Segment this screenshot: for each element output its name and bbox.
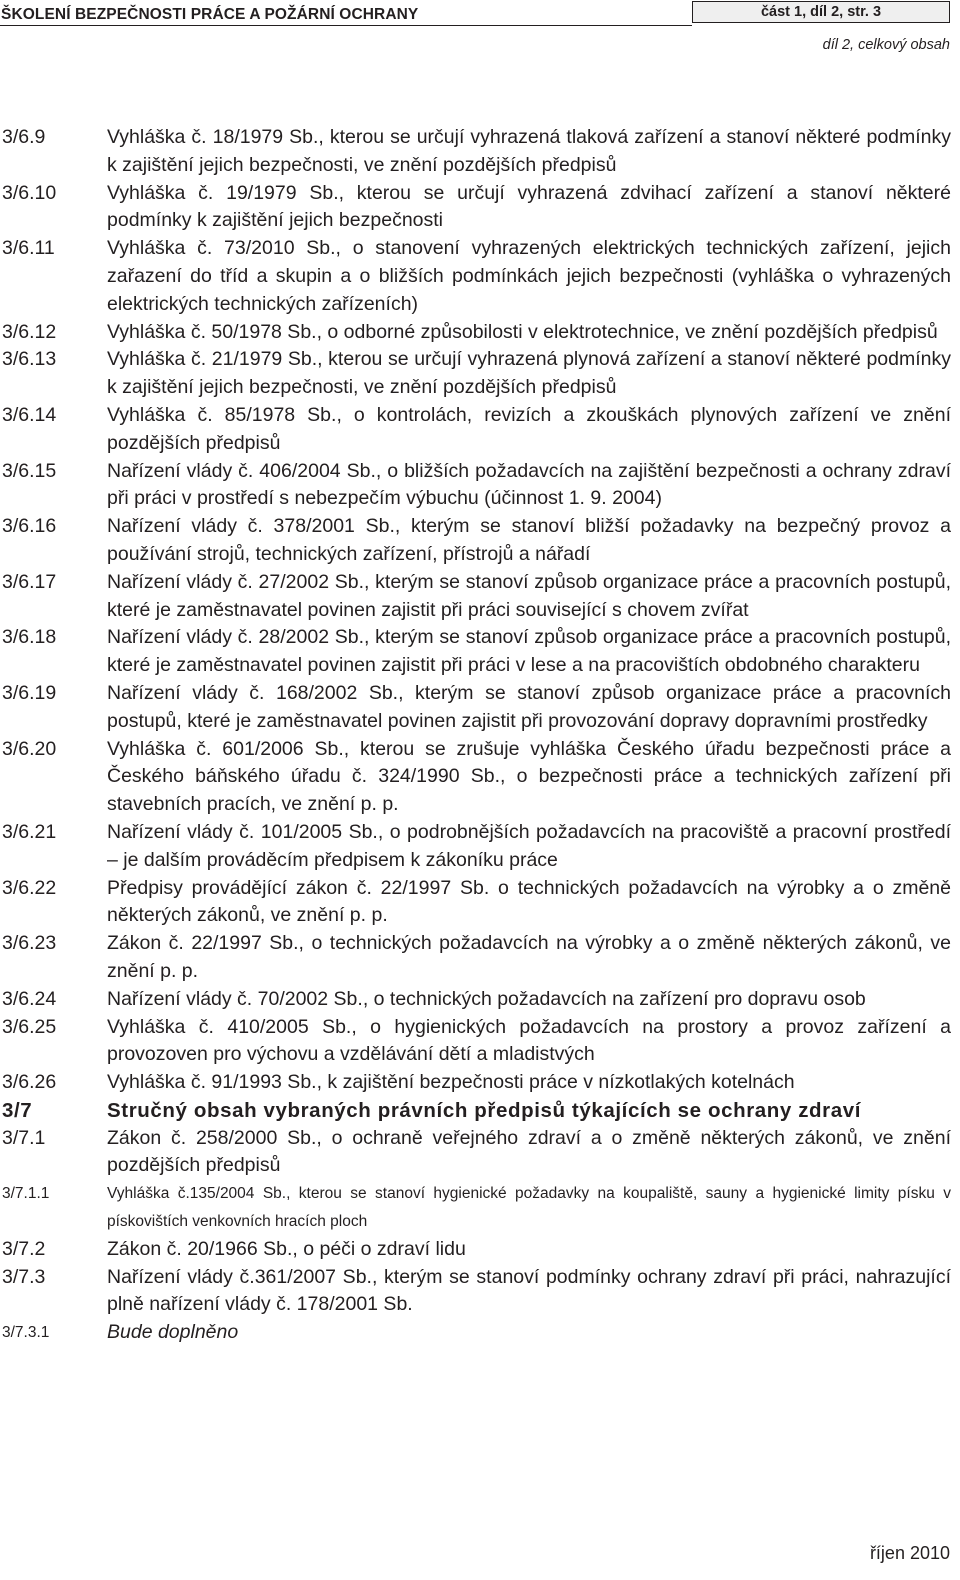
entry-number: 3/7.1.1	[2, 1185, 50, 1203]
entry-number: 3/6.16	[2, 515, 57, 538]
list-item	[0, 624, 960, 680]
entry-number: 3/6.21	[2, 820, 57, 843]
list-item	[0, 1180, 960, 1236]
entry-text: Nařízení vlády č. 101/2005 Sb., o podrobnějších požadavcích na pracoviště a pracovní prostředí – je dalším prováděcím předpisem k zákoníku práce	[107, 820, 951, 871]
entry-number: 3/7.1	[2, 1126, 46, 1149]
section-heading	[0, 1097, 960, 1125]
list-item	[0, 819, 960, 875]
list-item	[0, 680, 960, 736]
list-item	[0, 402, 960, 458]
entry-text: Nařízení vlády č. 70/2002 Sb., o technických požadavcích na zařízení pro dopravu osob	[107, 987, 866, 1010]
list-item	[0, 1125, 960, 1181]
footer-date: říjen 2010	[869, 1543, 950, 1563]
entry-number: 3/6.23	[2, 932, 57, 955]
entry-text: Vyhláška č. 18/1979 Sb., kterou se určují vyhrazená tlaková zařízení a stanoví některé podmínky k zajištění jejich bezpečnosti, ve znění pozdějších předpisů	[107, 126, 951, 176]
list-item	[0, 124, 960, 180]
part-label: část 1, díl 2, str. 3	[692, 1, 950, 23]
header-subtitle: díl 2, celkový obsah	[822, 37, 950, 53]
list-item	[0, 736, 960, 819]
entry-number: 3/6.11	[2, 237, 55, 260]
entry-text: Nařízení vlády č. 168/2002 Sb., kterým se stanoví způsob organizace práce a pracovních postupů, které je zaměstnavatel povinen zajistit při provozování dopravy dopravními prostředky	[107, 681, 951, 732]
entry-text: Vyhláška č. 601/2006 Sb., kterou se zrušuje vyhláška Českého úřadu bezpečnosti práce a Českého báňského úřadu č. 324/1990 Sb., o bezpečnosti práce a technických zařízení při stavebních pracích, ve znění p. p.	[107, 737, 951, 816]
list-item	[0, 180, 960, 236]
section-number: 3/7	[2, 1098, 33, 1122]
list-item	[0, 319, 960, 347]
entry-number: 3/6.26	[2, 1071, 57, 1094]
entry-text: Vyhláška č. 91/1993 Sb., k zajištění bezpečnosti práce v nízkotlakých kotelnách	[107, 1071, 795, 1094]
list-item	[0, 1014, 960, 1070]
entry-text: Nařízení vlády č. 27/2002 Sb., kterým se stanoví způsob organizace práce a pracovních postupů, které je zaměstnavatel povinen zajistit při práci související s chovem zvířat	[107, 570, 951, 621]
section-title: Stručný obsah vybraných právních předpisů týkajících se ochrany zdraví	[107, 1098, 862, 1122]
entry-text: Vyhláška č. 19/1979 Sb., kterou se určují vyhrazená zdvihací zařízení a stanoví některé podmínky k zajištění jejich bezpečnosti	[107, 181, 951, 232]
entry-text: Bude doplněno	[107, 1321, 239, 1344]
page-header	[0, 0, 960, 53]
list-item	[0, 346, 960, 402]
list-item	[0, 1236, 960, 1264]
entry-number: 3/6.14	[2, 403, 57, 426]
entry-text: Nařízení vlády č.361/2007 Sb., kterým se stanoví podmínky ochrany zdraví při práci, nahrazující plně nařízení vlády č. 178/2001 Sb.	[107, 1265, 951, 1316]
entry-number: 3/7.2	[2, 1237, 46, 1260]
entry-number: 3/6.9	[2, 126, 46, 148]
entry-number: 3/6.22	[2, 876, 57, 899]
list-item	[0, 1319, 960, 1347]
entry-number: 3/6.20	[2, 737, 57, 760]
entry-number: 3/6.12	[2, 320, 57, 343]
entry-text: Vyhláška č. 73/2010 Sb., o stanovení vyhrazených elektrických technických zařízení, jejich zařazení do tříd a skupin a o bližších podmínkách jejich bezpečnosti (vyhláška o vyhrazených elektrických technických zařízeních)	[107, 237, 951, 315]
entry-text: Vyhláška č. 85/1978 Sb., o kontrolách, revizích a zkouškách plynových zařízení ve znění pozdějších předpisů	[107, 403, 951, 454]
entry-text: Vyhláška č. 410/2005 Sb., o hygienických požadavcích na prostory a provoz zařízení a provozoven pro výchovu a vzdělávání dětí a mladistvých	[107, 1015, 951, 1066]
entry-number: 3/6.10	[2, 181, 57, 204]
list-item	[0, 930, 960, 986]
entry-text: Nařízení vlády č. 28/2002 Sb., kterým se stanoví způsob organizace práce a pracovních postupů, které je zaměstnavatel povinen zajistit při práci v lese a na pracovištích obdobného charakteru	[107, 626, 951, 677]
entry-number: 3/6.15	[2, 459, 57, 482]
list-item	[0, 235, 960, 318]
list-item	[0, 458, 960, 514]
list-item	[0, 513, 960, 569]
list-item	[0, 875, 960, 931]
entry-text: Vyhláška č.135/2004 Sb., kterou se stanoví hygienické požadavky na koupaliště, sauny a hygienické limity písku v pískovištích venkovních hracích ploch	[107, 1185, 951, 1231]
entry-text: Vyhláška č. 50/1978 Sb., o odborné způsobilosti v elektrotechnice, ve znění pozdějších předpisů	[107, 320, 938, 343]
entry-number: 3/6.19	[2, 681, 57, 704]
list-item	[0, 1264, 960, 1320]
entry-number: 3/6.24	[2, 987, 57, 1010]
entry-text: Vyhláška č. 21/1979 Sb., kterou se určují vyhrazená plynová zařízení a stanoví některé podmínky k zajištění jejich bezpečnosti, ve znění pozdějších předpisů	[107, 348, 951, 399]
entry-number: 3/6.13	[2, 348, 57, 371]
entry-text: Zákon č. 258/2000 Sb., o ochraně veřejného zdraví a o změně některých zákonů, ve znění pozdějších předpisů	[107, 1126, 951, 1177]
entry-text: Nařízení vlády č. 378/2001 Sb., kterým se stanoví bližší požadavky na bezpečný provoz a používání strojů, technických zařízení, přístrojů a nářadí	[107, 515, 951, 565]
entry-number: 3/6.18	[2, 626, 57, 649]
entry-number: 3/7.3	[2, 1265, 46, 1288]
list-item	[0, 1069, 960, 1097]
entry-number: 3/7.3.1	[2, 1324, 50, 1342]
list-item	[0, 569, 960, 625]
entry-number: 3/6.17	[2, 570, 57, 593]
entry-text: Nařízení vlády č. 406/2004 Sb., o bližších požadavcích na zajištění bezpečnosti a ochrany zdraví při práci v prostředí s nebezpečím výbuchu (účinnost 1. 9. 2004)	[107, 459, 951, 510]
entry-text: Zákon č. 20/1966 Sb., o péči o zdraví lidu	[107, 1237, 466, 1260]
header-title: ŠKOLENÍ BEZPEČNOSTI PRÁCE A POŽÁRNÍ OCHRANY	[1, 6, 419, 23]
entry-text: Zákon č. 22/1997 Sb., o technických požadavcích na výrobky a o změně některých zákonů, ve znění p. p.	[107, 932, 951, 982]
contents-list	[0, 124, 960, 1347]
entry-number: 3/6.25	[2, 1015, 57, 1038]
list-item	[0, 986, 960, 1014]
entry-text: Předpisy provádějící zákon č. 22/1997 Sb. o technických požadavcích na výrobky a o změně některých zákonů, ve znění p. p.	[107, 876, 951, 927]
header-rule	[0, 25, 692, 26]
